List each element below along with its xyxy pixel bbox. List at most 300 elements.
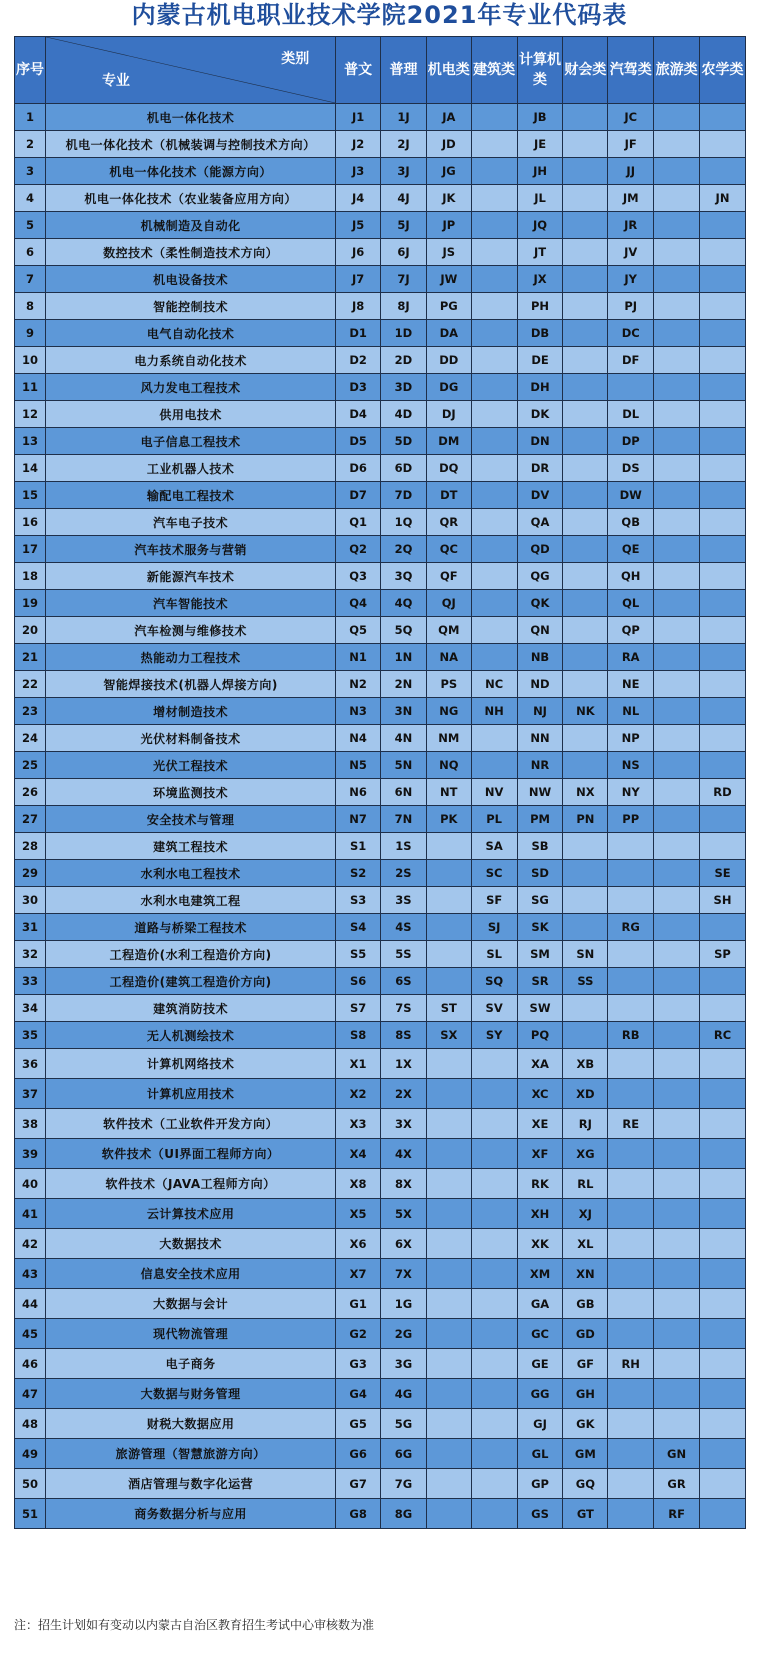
code-cell: XM <box>517 1259 563 1289</box>
code-cell: 5X <box>381 1199 427 1229</box>
code-cell: QB <box>608 509 654 536</box>
code-cell <box>471 725 517 752</box>
code-cell <box>426 968 471 995</box>
row-number: 40 <box>15 1169 46 1199</box>
major-name: 软件技术（JAVA工程师方向） <box>45 1169 335 1199</box>
code-cell: SP <box>700 941 746 968</box>
code-cell <box>563 482 608 509</box>
code-cell: SR <box>517 968 563 995</box>
major-name: 电子商务 <box>45 1349 335 1379</box>
row-number: 29 <box>15 860 46 887</box>
table-row <box>15 995 746 1022</box>
code-cell: SQ <box>471 968 517 995</box>
code-cell <box>654 1199 700 1229</box>
code-cell: JE <box>517 131 563 158</box>
major-name: 旅游管理（智慧旅游方向） <box>45 1439 335 1469</box>
code-cell <box>608 374 654 401</box>
code-cell <box>608 968 654 995</box>
table-row <box>15 779 746 806</box>
code-cell <box>471 239 517 266</box>
table-row <box>15 347 746 374</box>
row-number: 11 <box>15 374 46 401</box>
code-cell <box>654 266 700 293</box>
code-cell <box>654 779 700 806</box>
code-cell <box>700 914 746 941</box>
code-cell <box>654 401 700 428</box>
code-cell: GJ <box>517 1409 563 1439</box>
table-row <box>15 104 746 131</box>
code-cell <box>426 1289 471 1319</box>
code-cell: 6D <box>381 455 427 482</box>
code-cell: 1N <box>381 644 427 671</box>
row-number: 5 <box>15 212 46 239</box>
code-cell: NH <box>471 698 517 725</box>
code-cell: SJ <box>471 914 517 941</box>
code-cell <box>563 293 608 320</box>
code-cell <box>700 1139 746 1169</box>
code-cell: J2 <box>336 131 381 158</box>
row-number: 27 <box>15 806 46 833</box>
table-row <box>15 1169 746 1199</box>
code-cell <box>608 1229 654 1259</box>
code-cell: D7 <box>336 482 381 509</box>
major-name: 智能焊接技术(机器人焊接方向) <box>45 671 335 698</box>
code-cell <box>700 401 746 428</box>
code-cell <box>471 158 517 185</box>
code-cell: JQ <box>517 212 563 239</box>
code-cell: DH <box>517 374 563 401</box>
major-name: 大数据与财务管理 <box>45 1379 335 1409</box>
code-cell: 4S <box>381 914 427 941</box>
major-name: 汽车技术服务与营销 <box>45 536 335 563</box>
code-cell: DN <box>517 428 563 455</box>
code-cell: QD <box>517 536 563 563</box>
code-cell: N7 <box>336 806 381 833</box>
major-name: 风力发电工程技术 <box>45 374 335 401</box>
code-cell <box>471 266 517 293</box>
code-cell: 2G <box>381 1319 427 1349</box>
code-cell: SW <box>517 995 563 1022</box>
row-number: 51 <box>15 1499 46 1529</box>
major-name: 机电一体化技术（能源方向） <box>45 158 335 185</box>
code-cell <box>700 1049 746 1079</box>
code-cell <box>563 266 608 293</box>
code-cell <box>654 158 700 185</box>
row-number: 19 <box>15 590 46 617</box>
code-cell <box>700 131 746 158</box>
row-number: 20 <box>15 617 46 644</box>
row-number: 4 <box>15 185 46 212</box>
code-cell <box>654 1169 700 1199</box>
code-cell: NV <box>471 779 517 806</box>
code-cell <box>700 1439 746 1469</box>
code-cell: 1S <box>381 833 427 860</box>
code-cell: JA <box>426 104 471 131</box>
header-row <box>15 37 746 104</box>
code-cell <box>426 1199 471 1229</box>
code-cell: X3 <box>336 1109 381 1139</box>
code-cell: S5 <box>336 941 381 968</box>
code-cell: 5S <box>381 941 427 968</box>
table-row <box>15 833 746 860</box>
code-cell <box>471 320 517 347</box>
code-cell <box>426 1169 471 1199</box>
code-cell: 5D <box>381 428 427 455</box>
row-number: 48 <box>15 1409 46 1439</box>
code-cell <box>471 644 517 671</box>
code-cell: 7D <box>381 482 427 509</box>
header-col: 农学类 <box>700 37 746 104</box>
code-cell <box>471 482 517 509</box>
code-cell <box>471 1439 517 1469</box>
code-cell <box>700 644 746 671</box>
header-category-major <box>45 37 335 104</box>
code-cell <box>608 941 654 968</box>
row-number: 17 <box>15 536 46 563</box>
major-name: 建筑消防技术 <box>45 995 335 1022</box>
code-cell <box>700 212 746 239</box>
row-number: 16 <box>15 509 46 536</box>
code-cell <box>700 1349 746 1379</box>
code-cell: SY <box>471 1022 517 1049</box>
code-cell: SE <box>700 860 746 887</box>
code-cell <box>563 1022 608 1049</box>
code-cell <box>654 806 700 833</box>
table-row <box>15 536 746 563</box>
code-cell <box>654 644 700 671</box>
code-cell <box>700 1289 746 1319</box>
code-cell: SL <box>471 941 517 968</box>
code-cell <box>471 1259 517 1289</box>
code-cell: NC <box>471 671 517 698</box>
code-cell <box>608 833 654 860</box>
row-number: 35 <box>15 1022 46 1049</box>
code-cell <box>471 590 517 617</box>
code-cell <box>563 374 608 401</box>
code-cell: QA <box>517 509 563 536</box>
code-cell: DR <box>517 455 563 482</box>
major-name: 工业机器人技术 <box>45 455 335 482</box>
major-name: 云计算技术应用 <box>45 1199 335 1229</box>
code-cell <box>471 455 517 482</box>
code-cell: D2 <box>336 347 381 374</box>
row-number: 6 <box>15 239 46 266</box>
row-number: 28 <box>15 833 46 860</box>
code-cell <box>654 617 700 644</box>
code-cell <box>654 320 700 347</box>
code-cell: JC <box>608 104 654 131</box>
table-row <box>15 1109 746 1139</box>
code-cell: NK <box>563 698 608 725</box>
code-cell <box>654 752 700 779</box>
code-cell <box>563 239 608 266</box>
code-cell <box>700 347 746 374</box>
code-cell <box>700 1259 746 1289</box>
row-number: 42 <box>15 1229 46 1259</box>
diagonal-divider <box>46 37 335 103</box>
code-cell <box>700 1199 746 1229</box>
table-row <box>15 320 746 347</box>
code-cell <box>563 833 608 860</box>
code-cell <box>700 968 746 995</box>
code-cell <box>654 185 700 212</box>
code-cell: DB <box>517 320 563 347</box>
code-cell <box>700 698 746 725</box>
code-cell <box>563 158 608 185</box>
code-cell <box>563 455 608 482</box>
code-cell <box>654 509 700 536</box>
row-number: 13 <box>15 428 46 455</box>
code-cell: 7G <box>381 1469 427 1499</box>
code-cell: SB <box>517 833 563 860</box>
code-cell <box>426 1379 471 1409</box>
major-name: 光伏工程技术 <box>45 752 335 779</box>
code-cell <box>654 536 700 563</box>
table-row <box>15 806 746 833</box>
code-cell: 2S <box>381 860 427 887</box>
code-cell <box>700 1499 746 1529</box>
code-cell <box>700 806 746 833</box>
code-cell <box>654 1139 700 1169</box>
table-row <box>15 968 746 995</box>
code-cell <box>563 428 608 455</box>
code-cell <box>426 1319 471 1349</box>
major-name: 大数据与会计 <box>45 1289 335 1319</box>
code-cell: XD <box>563 1079 608 1109</box>
row-number: 15 <box>15 482 46 509</box>
code-cell: PG <box>426 293 471 320</box>
table-row <box>15 1289 746 1319</box>
major-name: 供用电技术 <box>45 401 335 428</box>
major-name: 计算机网络技术 <box>45 1049 335 1079</box>
code-cell: G4 <box>336 1379 381 1409</box>
code-cell: JV <box>608 239 654 266</box>
code-cell: SS <box>563 968 608 995</box>
code-cell: S1 <box>336 833 381 860</box>
row-number: 31 <box>15 914 46 941</box>
code-cell <box>426 1469 471 1499</box>
code-cell: PJ <box>608 293 654 320</box>
code-cell: S6 <box>336 968 381 995</box>
code-cell: GN <box>654 1439 700 1469</box>
major-name: 数控技术（柔性制造技术方向） <box>45 239 335 266</box>
code-cell: SV <box>471 995 517 1022</box>
code-cell <box>563 536 608 563</box>
code-cell <box>471 1289 517 1319</box>
code-cell: SA <box>471 833 517 860</box>
code-cell: JP <box>426 212 471 239</box>
code-cell <box>471 1109 517 1139</box>
code-cell: SG <box>517 887 563 914</box>
row-number: 3 <box>15 158 46 185</box>
code-cell: JK <box>426 185 471 212</box>
row-number: 37 <box>15 1079 46 1109</box>
code-cell: SK <box>517 914 563 941</box>
page-title: 内蒙古机电职业技术学院2021年专业代码表 <box>131 1 628 29</box>
major-name: 工程造价(建筑工程造价方向) <box>45 968 335 995</box>
code-cell: JG <box>426 158 471 185</box>
code-cell <box>654 671 700 698</box>
code-cell: 6J <box>381 239 427 266</box>
header-col: 旅游类 <box>654 37 700 104</box>
code-cell <box>563 887 608 914</box>
code-cell: RL <box>563 1169 608 1199</box>
code-cell: QJ <box>426 590 471 617</box>
code-cell: PS <box>426 671 471 698</box>
row-number: 9 <box>15 320 46 347</box>
major-name: 计算机应用技术 <box>45 1079 335 1109</box>
code-cell <box>563 185 608 212</box>
major-name: 酒店管理与数字化运营 <box>45 1469 335 1499</box>
code-cell: 8J <box>381 293 427 320</box>
major-name: 商务数据分析与应用 <box>45 1499 335 1529</box>
code-cell <box>471 1319 517 1349</box>
code-cell: SC <box>471 860 517 887</box>
code-cell: GM <box>563 1439 608 1469</box>
code-cell: QG <box>517 563 563 590</box>
code-cell: 5J <box>381 212 427 239</box>
row-number: 47 <box>15 1379 46 1409</box>
code-cell: GH <box>563 1379 608 1409</box>
code-cell: 7J <box>381 266 427 293</box>
code-cell: NY <box>608 779 654 806</box>
code-cell <box>700 1169 746 1199</box>
row-number: 18 <box>15 563 46 590</box>
code-cell <box>700 104 746 131</box>
code-cell: G2 <box>336 1319 381 1349</box>
code-cell <box>700 374 746 401</box>
code-cell <box>700 1409 746 1439</box>
major-name: 智能控制技术 <box>45 293 335 320</box>
major-name: 机电设备技术 <box>45 266 335 293</box>
code-cell: PN <box>563 806 608 833</box>
code-cell: 5N <box>381 752 427 779</box>
code-cell: S8 <box>336 1022 381 1049</box>
code-cell: QN <box>517 617 563 644</box>
major-name: 安全技术与管理 <box>45 806 335 833</box>
header-col: 建筑类 <box>471 37 517 104</box>
code-cell <box>654 995 700 1022</box>
code-cell: GD <box>563 1319 608 1349</box>
row-number: 1 <box>15 104 46 131</box>
code-cell: XA <box>517 1049 563 1079</box>
code-cell: G1 <box>336 1289 381 1319</box>
row-number: 33 <box>15 968 46 995</box>
footnote: 注：招生计划如有变动以内蒙古自治区教育招生考试中心审核数为准 <box>14 1618 375 1632</box>
table-row <box>15 401 746 428</box>
code-cell <box>654 1259 700 1289</box>
code-cell <box>700 752 746 779</box>
table-row <box>15 671 746 698</box>
code-cell: D1 <box>336 320 381 347</box>
code-cell: S4 <box>336 914 381 941</box>
table-row <box>15 428 746 455</box>
code-cell: GS <box>517 1499 563 1529</box>
header-major: 专业 <box>101 73 130 89</box>
table-row <box>15 617 746 644</box>
major-name: 机电一体化技术 <box>45 104 335 131</box>
code-cell: DC <box>608 320 654 347</box>
code-cell: J3 <box>336 158 381 185</box>
code-cell <box>654 590 700 617</box>
code-cell: JT <box>517 239 563 266</box>
code-cell: PM <box>517 806 563 833</box>
code-cell: JS <box>426 239 471 266</box>
row-number: 36 <box>15 1049 46 1079</box>
code-cell: NE <box>608 671 654 698</box>
code-cell: NM <box>426 725 471 752</box>
code-cell: 2D <box>381 347 427 374</box>
major-name: 增材制造技术 <box>45 698 335 725</box>
code-cell <box>471 1409 517 1439</box>
code-cell: 1G <box>381 1289 427 1319</box>
code-cell: 2Q <box>381 536 427 563</box>
major-name: 热能动力工程技术 <box>45 644 335 671</box>
code-cell <box>426 1109 471 1139</box>
row-number: 50 <box>15 1469 46 1499</box>
code-cell <box>654 1409 700 1439</box>
code-cell <box>654 698 700 725</box>
code-cell <box>608 1139 654 1169</box>
code-cell: XE <box>517 1109 563 1139</box>
code-cell: XL <box>563 1229 608 1259</box>
code-cell: N2 <box>336 671 381 698</box>
code-cell <box>608 887 654 914</box>
code-cell <box>654 293 700 320</box>
code-cell: RJ <box>563 1109 608 1139</box>
code-cell: PK <box>426 806 471 833</box>
code-cell: RG <box>608 914 654 941</box>
table-row <box>15 1139 746 1169</box>
code-cell <box>563 347 608 374</box>
code-cell <box>700 428 746 455</box>
code-cell: XG <box>563 1139 608 1169</box>
code-cell: 5Q <box>381 617 427 644</box>
code-cell <box>471 428 517 455</box>
code-cell: GG <box>517 1379 563 1409</box>
code-cell: 4N <box>381 725 427 752</box>
code-cell: ND <box>517 671 563 698</box>
code-cell <box>471 131 517 158</box>
code-cell <box>471 1379 517 1409</box>
table-row <box>15 482 746 509</box>
code-cell: G8 <box>336 1499 381 1529</box>
table-row <box>15 1229 746 1259</box>
code-cell <box>471 374 517 401</box>
table-body <box>15 104 746 1529</box>
major-code-table <box>14 36 746 1529</box>
code-cell: QH <box>608 563 654 590</box>
code-cell: J1 <box>336 104 381 131</box>
code-cell: RK <box>517 1169 563 1199</box>
code-cell: DM <box>426 428 471 455</box>
code-cell <box>471 1139 517 1169</box>
code-cell <box>700 1109 746 1139</box>
code-cell <box>471 752 517 779</box>
major-name: 软件技术（UI界面工程师方向） <box>45 1139 335 1169</box>
code-cell <box>654 941 700 968</box>
code-cell <box>654 887 700 914</box>
code-cell <box>471 1079 517 1109</box>
major-name: 电力系统自动化技术 <box>45 347 335 374</box>
code-cell: QC <box>426 536 471 563</box>
code-cell <box>471 563 517 590</box>
code-cell <box>700 320 746 347</box>
row-number: 14 <box>15 455 46 482</box>
code-cell <box>654 1349 700 1379</box>
code-cell <box>563 725 608 752</box>
code-cell: 6X <box>381 1229 427 1259</box>
